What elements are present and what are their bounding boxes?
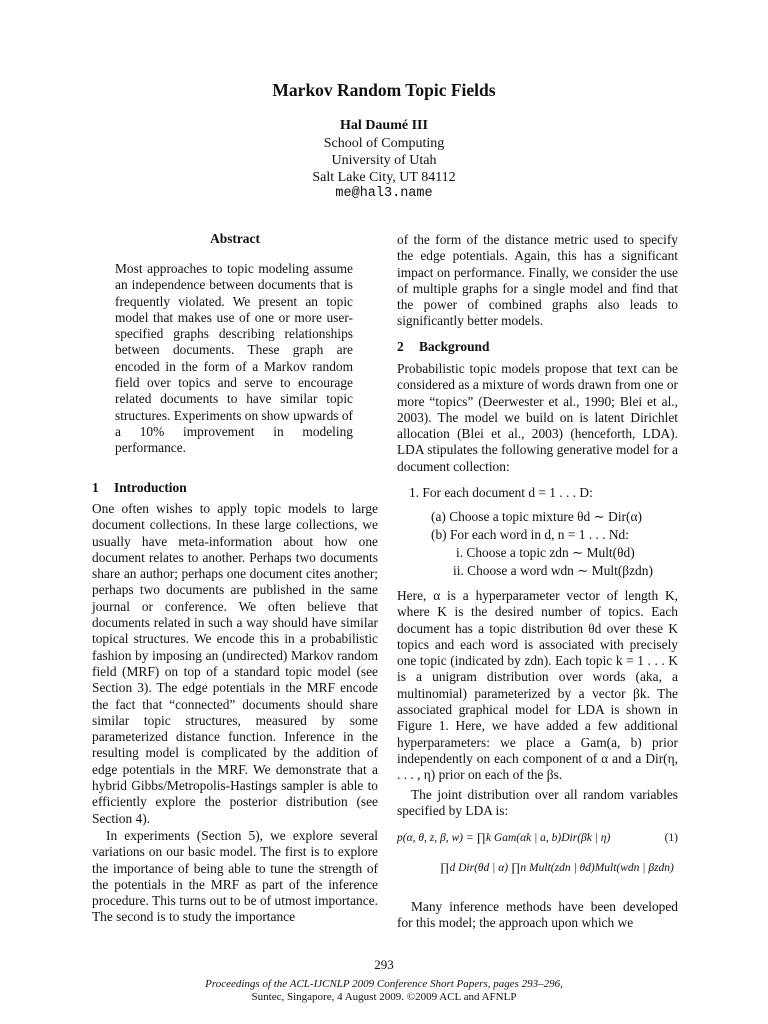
equation-1-number: (1) xyxy=(664,832,678,844)
abstract-heading: Abstract xyxy=(210,231,260,246)
intro-section-number: 1 xyxy=(92,480,99,495)
intro-paragraph-2: In experiments (Section 5), we explore several variations on our basic model. The first is to explore the importance of being able to tune the strength of the potentials in the MRF as part of the inference procedure. This turns out to be of utmost importance. The second is to study the importance xyxy=(92,828,378,925)
intro-paragraph-1: One often wishes to apply topic models to large document collections. In these large collections, we usually have meta-information about how one document relates to another. Perhaps two documents share an author; perhaps one document cites another; perhaps two documents are published in the same journal or conference. We often believe that documents related in such a way should have similar topical structures. We encode this in a probabilistic fashion by imposing an (undirected) Markov random field (MRF) on top of a standard topic model (see Section 3). The edge potentials in the MRF encode the fact that “connected” documents should share similar topic structures, measured by some parameterized distance function. Inference in the resulting model is complicated by the addition of edge potentials in the MRF. We demonstrate that a hybrid Gibbs/Metropolis-Hastings sampler is able to efficiently explore the posterior distribution (see Section 4). xyxy=(92,501,378,826)
generative-step-b: (b) For each word in d, n = 1 . . . Nd: xyxy=(431,527,629,542)
right-continuation-paragraph: of the form of the distance metric used to specify the edge potentials. Again, this has a significant impact on performance. Finally, we consider the use of multiple graphs for a single model and find that the power of combined graphs also leads to significantly better models. xyxy=(397,232,678,329)
background-section-number: 2 xyxy=(397,339,404,354)
generative-step-1: 1. For each document d = 1 . . . D: xyxy=(409,485,593,500)
venue-copyright-line: Suntec, Singapore, 4 August 2009. ©2009 ACL and AFNLP xyxy=(251,991,517,1003)
intro-heading xyxy=(92,480,378,496)
author-name: Hal Daumé III xyxy=(340,118,428,133)
paper-title: Markov Random Topic Fields xyxy=(272,80,496,100)
equation-1-line-1-text: p(α, θ, z, β, w) = ∏k Gam(αk | a, b)Dir(βk | η) xyxy=(397,832,611,844)
equation-1-line-1 xyxy=(397,832,678,844)
background-paragraph-4: Many inference methods have been developed for this model; the approach upon which we xyxy=(397,899,678,931)
generative-step-i: i. Choose a topic zdn ∼ Mult(θd) xyxy=(456,545,635,560)
background-paragraph-1: Probabilistic topic models propose that text can be considered as a mixture of words drawn from one or more “topics” (Deerwester et al., 1990; Blei et al., 2003). The model we build on is latent Dirichlet allocation (Blei et al., 2003) (henceforth, LDA). LDA stipulates the following generative model for a document collection: xyxy=(397,361,678,474)
background-paragraph-2: Here, α is a hyperparameter vector of length K, where K is the desired number of topics. Each document has a topic distribution θd over these K topics and each word is associated with precisely one topic (indicated by zdn). Each topic k = 1 . . . K is a unigram distribution over words (aka, a multinomial) parameterized by a vector βk. The associated graphical model for LDA is shown in Figure 1. Here, we have added a few additional hyperparameters: we place a Gam(a, b) prior independently on each component of α and a Dir(η, . . . , η) prior on each of the βs. xyxy=(397,588,678,783)
author-email: me@hal3.name xyxy=(335,186,433,201)
proceedings-line: Proceedings of the ACL-IJCNLP 2009 Conference Short Papers, pages 293–296, xyxy=(205,978,563,990)
generative-step-a: (a) Choose a topic mixture θd ∼ Dir(α) xyxy=(431,509,642,524)
page-number: 293 xyxy=(374,957,394,972)
author-affiliation-university: University of Utah xyxy=(331,153,437,168)
equation-1-line-2: ∏d Dir(θd | α) ∏n Mult(zdn | θd)Mult(wdn | βzdn) xyxy=(440,862,674,874)
background-heading xyxy=(397,339,678,355)
author-affiliation-city: Salt Lake City, UT 84112 xyxy=(312,170,456,185)
background-paragraph-3: The joint distribution over all random variables specified by LDA is: xyxy=(397,787,678,819)
generative-step-ii: ii. Choose a word wdn ∼ Mult(βzdn) xyxy=(453,563,653,578)
intro-section-title: Introduction xyxy=(114,480,187,495)
abstract-text: Most approaches to topic modeling assume an independence between documents that is frequently violated. We present an topic model that makes use of one or more user-specified graphs describing relationships between documents. These graph are encoded in the form of a Markov random field over topics and serve to encourage related documents to have similar topic structures. Experiments on show upwards of a 10% improvement in modeling performance. xyxy=(115,261,354,456)
background-section-title: Background xyxy=(419,339,490,354)
author-affiliation-school: School of Computing xyxy=(323,136,445,151)
